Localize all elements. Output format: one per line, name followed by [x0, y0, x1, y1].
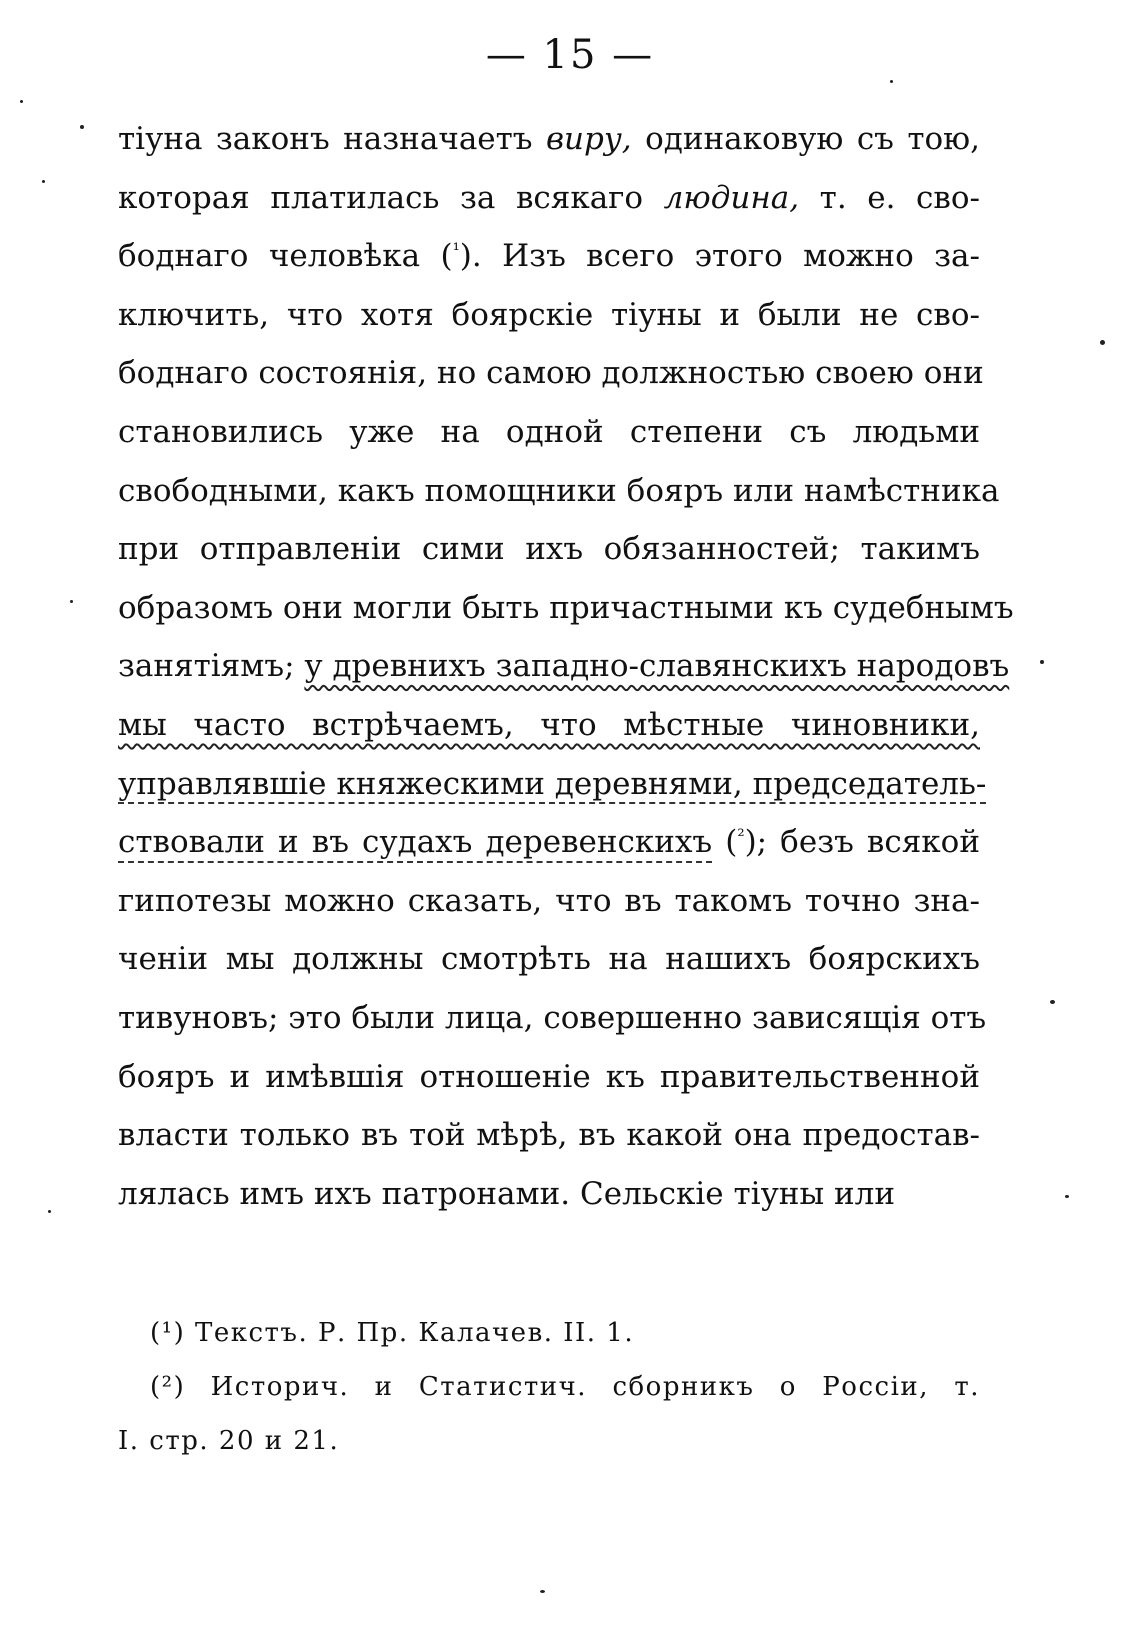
text-line — [118, 1165, 980, 1224]
scan-speck — [48, 1210, 51, 1213]
scan-speck — [20, 100, 23, 103]
scan-speck — [80, 125, 84, 129]
text-line — [118, 520, 980, 579]
text-run: при отправленiи сими ихъ обязанностей; такимъ — [118, 531, 980, 568]
text-run: образомъ они могли быть причастными къ судебнымъ — [118, 589, 1014, 626]
text-line — [118, 462, 1000, 521]
text-run: власти только въ той мѣрѣ, въ какой она предостав- — [118, 1117, 980, 1154]
footnote-2 — [118, 1360, 980, 1414]
text-line — [118, 1106, 980, 1165]
text-run: тiуна законъ назначаетъ — [118, 121, 546, 157]
text-line — [118, 813, 980, 872]
scan-speck — [1050, 1000, 1055, 1004]
main-paragraph — [118, 110, 1014, 1223]
text-run: т. е. сво- — [799, 179, 980, 216]
scan-speck — [890, 80, 893, 83]
text-line — [118, 579, 1014, 638]
scan-speck — [1100, 340, 1105, 345]
text-line — [118, 169, 980, 228]
text-run: гипотезы можно сказать, что въ такомъ точно зна- — [118, 882, 980, 919]
text-run: ключить, что хотя боярскiе тiуны и были не сво- — [118, 296, 980, 333]
underlined-text: управлявшiе княжескими деревнями, председатель- — [118, 765, 987, 802]
scan-speck — [540, 1590, 545, 1593]
scan-speck — [70, 600, 73, 603]
scan-speck — [42, 180, 45, 183]
underlined-text: мы часто встрѣчаемъ, что мѣстные чиновники, — [118, 706, 980, 743]
footnote-text: Историч. и Статистич. сборникъ о Россiи, т. — [185, 1372, 980, 1402]
text-line — [118, 696, 980, 755]
text-run: ); безъ всякой — [744, 824, 980, 861]
text-line — [118, 872, 980, 931]
text-line — [118, 286, 980, 345]
text-run: бояръ и имѣвшiя отношенiе къ правительственной — [118, 1058, 980, 1095]
text-run: свободными, какъ помощники бояръ или намѣстника — [118, 472, 1000, 509]
footnote-text: I. стр. 20 и 21. — [118, 1426, 340, 1456]
underlined-text: у древнихъ западно-славянскихъ народовъ — [304, 648, 1010, 685]
text-run: одинаковую съ тою, — [631, 121, 980, 157]
text-run: становились уже на одной степени съ людьми — [118, 413, 980, 450]
text-run: лялась имъ ихъ патронами. Сельскiе тiуны или — [118, 1175, 896, 1212]
text-line — [118, 755, 987, 814]
italic-term: виру, — [545, 121, 632, 157]
text-run: которая платилась за всякаго — [118, 179, 664, 216]
scan-speck — [1040, 660, 1044, 664]
footnote-marker: (¹) — [150, 1318, 186, 1348]
text-run: боднаго человѣка ( — [118, 238, 453, 275]
text-run: боднаго состоянiя, но самою должностью своею они — [118, 355, 984, 392]
text-run: ( — [712, 824, 738, 861]
text-run: занятiямъ; — [118, 648, 305, 685]
footnote-ref: ² — [737, 826, 745, 848]
footnotes — [118, 1306, 980, 1468]
page-number: — 15 — — [485, 32, 655, 78]
footnote-1 — [118, 1306, 980, 1360]
text-run: ). Изъ всего этого можно за- — [459, 238, 981, 275]
footnote-marker: (²) — [150, 1372, 186, 1402]
scan-speck — [1065, 1195, 1069, 1198]
text-line — [118, 637, 1010, 696]
text-line — [118, 403, 980, 462]
footnote-2-continuation — [118, 1414, 980, 1468]
text-line — [118, 344, 984, 403]
text-line — [118, 930, 980, 989]
text-line — [118, 227, 980, 286]
text-line — [118, 110, 980, 169]
text-run: ченiи мы должны смотрѣть на нашихъ боярскихъ — [118, 941, 980, 978]
footnote-ref: ¹ — [452, 240, 460, 262]
italic-term: людина, — [663, 179, 800, 216]
footnote-text: Текстъ. Р. Пр. Калачев. II. 1. — [185, 1318, 635, 1348]
text-run: тивуновъ; это были лица, совершенно зависящiя отъ — [118, 999, 987, 1036]
text-line — [118, 989, 987, 1048]
underlined-text: ствовали и въ судахъ деревенскихъ — [118, 824, 713, 861]
text-line — [118, 1048, 980, 1107]
